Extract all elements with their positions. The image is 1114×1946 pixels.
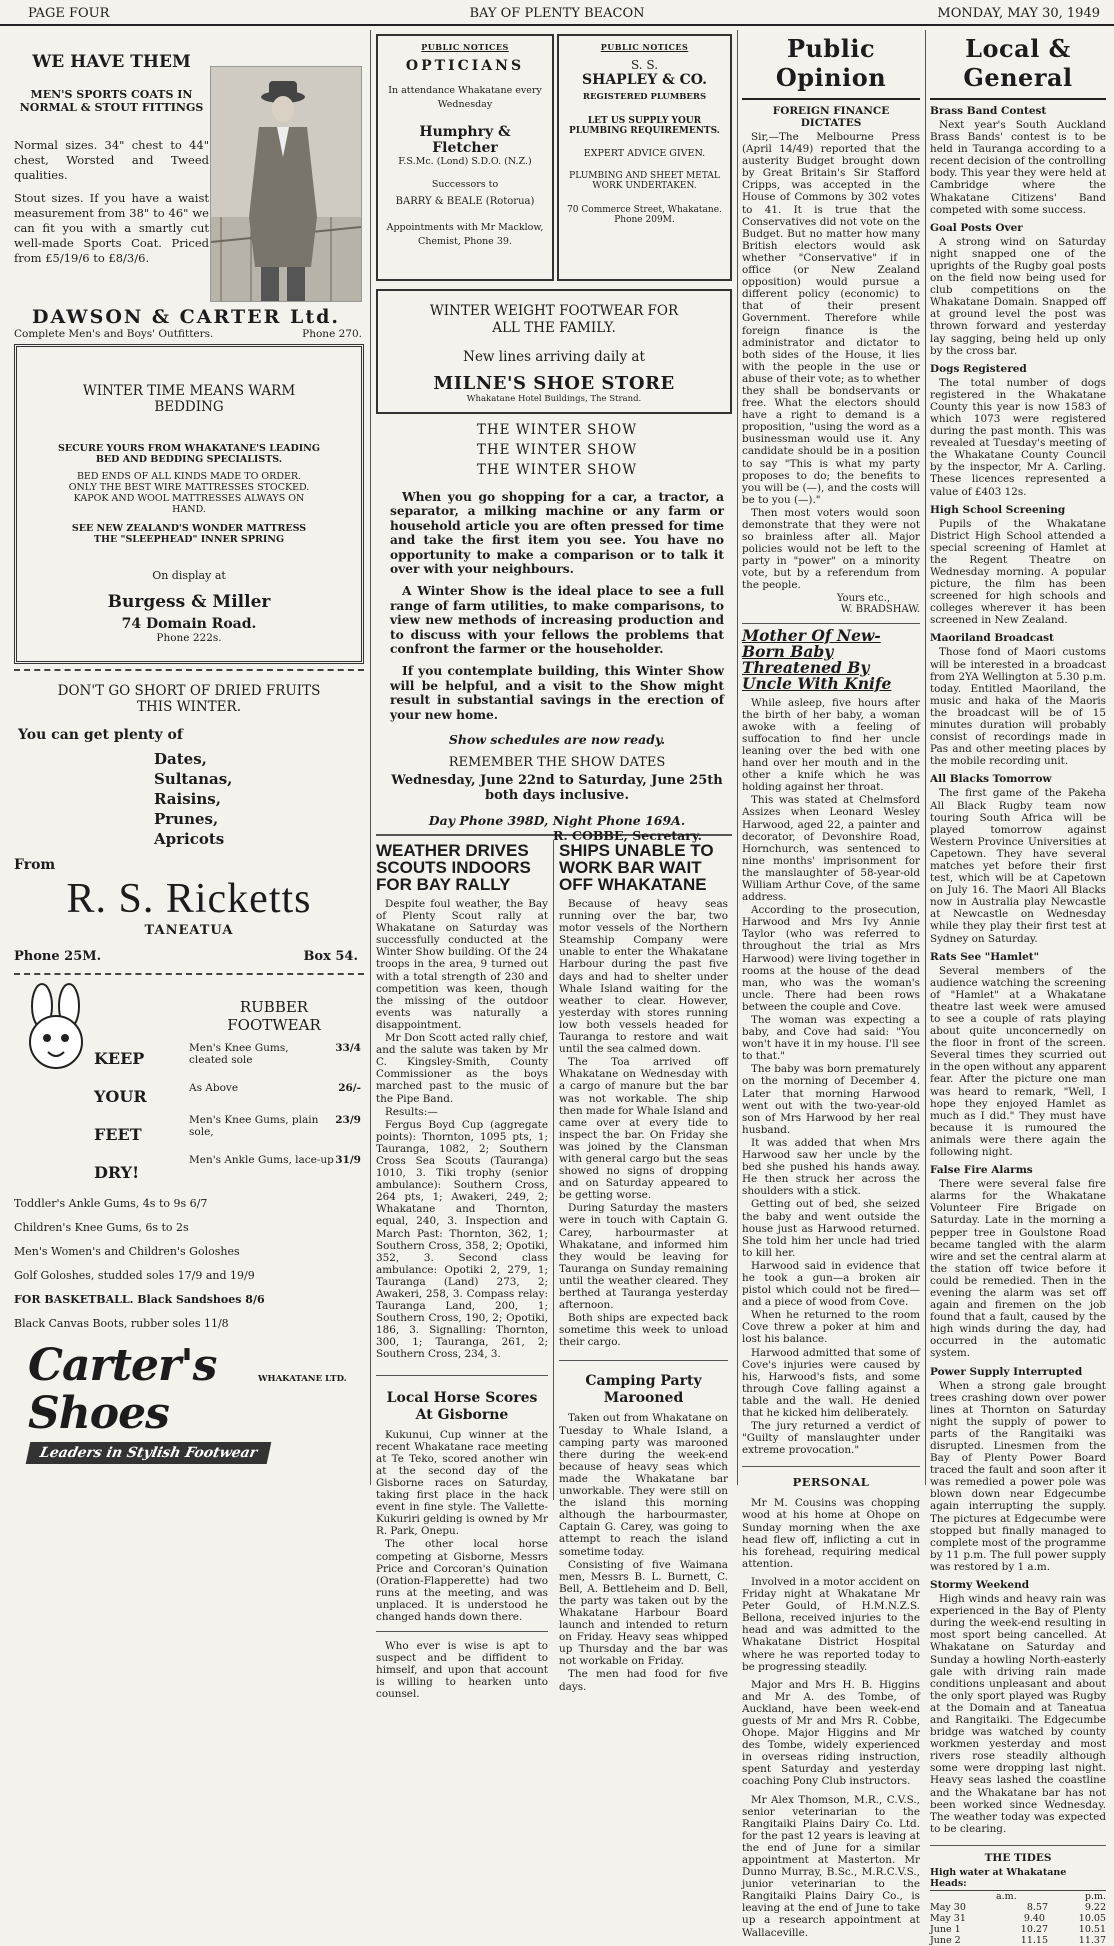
divider <box>742 623 920 624</box>
ad-paragraph: When you go shopping for a car, a tractor, a separator, a milking machine or any farm or household article you are often pressed for time and take the first item you see. You have no opportunity to make a comparison or to talk it over with your neighbours. <box>390 490 724 577</box>
local-item <box>930 1366 1106 1574</box>
section-title: Public Opinion <box>742 30 920 100</box>
divider <box>376 1375 548 1376</box>
list-item: FOR BASKETBALL. Black Sandshoes 8/6 <box>14 1293 265 1306</box>
ad-text: Stout sizes. If you have a waist measurement from 38" to 46" we can fit you with a smartly cut well-made Sports Coat. Priced from £5/19/6 to £8/3/6. <box>14 191 209 265</box>
column-rule <box>370 30 371 1485</box>
paragraph: Fergus Boyd Cup (aggregate points): Thornton, 1095 pts, 1; Tauranga, 1082, 2; Southern Cross Sea Scouts (Tauranga) 1010, 3. Tiki trophy (senior ambulance): Southern Cross, 264 pts, 1; Awakeri, 249, 2; Whakatane and Thornton, equal, 240, 3. Inspection and March Past: Thornton, 362, 1; Southern Cross, 358, 2; Opotiki, 352, 3. Second class ambulance: Opotiki 2, 279, 1; Tauranga (Land) 273, 2; Awakeri, 258, 3. Compass relay: Tauranga Land, 200, 1; Southern Cross, 190, 2; Opotiki, 186, 3. Signalling: Thornton, 300, 1; Tauranga, 261, 2; Southern Cross, 234, 3. <box>376 1118 548 1361</box>
table-row <box>930 1935 1106 1946</box>
price-row <box>189 1082 361 1114</box>
ad-heading: WINTER WEIGHT FOOTWEAR FOR ALL THE FAMILY. <box>429 303 679 336</box>
paragraph: There were several false fire alarms for the Whakatane Volunteer Fire Brigade on Saturday. Late in the morning a pepper tree in Goulstone Road became tangled with the alarm wire and set the central alarm at the station off twice before it could be remedied. Then in the evening the alarm was set off again and firemen on the job found that a fault, caused by the high winds during the day, had occurred in the automatic system. <box>930 1178 1106 1360</box>
ad-text: HAND. <box>172 504 206 515</box>
price-row <box>189 1154 361 1184</box>
ad-text: New lines arriving daily at <box>463 349 645 365</box>
page-number: PAGE FOUR <box>28 6 110 21</box>
local-item <box>930 222 1106 357</box>
paragraph: Despite foul weather, the Bay of Plenty Scout rally at Whakatane on Saturday was successfully conducted at the Winter Show building. Of the 24 troops in the area, 9 turned out with a total strength of 230 and competition was keen, though the missing of the outdoor events was naturally a disappointment. <box>376 898 548 1031</box>
ad-heading-line: RUBBER <box>239 998 309 1016</box>
cell-am: 9.40 <box>1023 1912 1045 1924</box>
headline: WEATHER DRIVES SCOUTS INDOORS FOR BAY RALLY <box>376 841 531 894</box>
logo-text: Carter's Shoes <box>28 1340 217 1439</box>
ad-text: You can get plenty of <box>18 727 183 743</box>
ad-heading-line: FOOTWEAR <box>227 1016 321 1034</box>
ad-text: BED AND BEDDING SPECIALISTS. <box>95 454 283 465</box>
notice-text: S. S. <box>630 58 659 72</box>
divider <box>559 1360 728 1361</box>
notice-title: OPTICIANS <box>405 58 525 74</box>
cell-pm: 9.22 <box>1084 1901 1106 1913</box>
tides-subtitle: High water at Whakatane Heads: <box>930 1867 1106 1891</box>
paragraph: Sir,—The Melbourne Press (April 14/49) reported that the austerity Budget brought down by Great Britain's Sir Stafford Cripps, was accepted in the House of Commons by 302 votes to 41. It is true that the Conservatives did not vote on the Budget. But no matter how many British electors would ask whether "Conservative" if in office (or New Zealand opposition) would pursue a different policy (economic) to that of their present Government. Therefore while foreign finance is the administrator and dictator to both sides of the House, it lies with the people in the use or abuse of their vote; as to whether they shall be bondservants or free. What the electors should have a right to demand is a proposition, "using the word as a businessman would use it. Any candidate should be in a position to say "This is what my party proposes to do; the benefits to you will be (—), and the costs will be to you (—)." <box>742 131 920 506</box>
headline: SHIPS UNABLE TO WORK BAR WAIT OFF WHAKATANE <box>559 841 714 894</box>
paragraph: Consisting of five Waimana men, Messrs B. L. Burnett, C. Bell, A. Bettleheim and D. Bell, the party was taken out by the Whakatane Harbour Board launch and intended to return on Friday. Heavy seas whipped up Thursday and the bar was not workable on Friday. <box>559 1558 728 1668</box>
firm-address: 74 Domain Road. <box>121 616 257 632</box>
firm-tagline: Complete Men's and Boys' Outfitters. <box>14 328 214 340</box>
table-row <box>930 1913 1106 1924</box>
divider <box>930 1845 1106 1846</box>
dawson-carter-ad <box>14 30 364 340</box>
paragraph: This was stated at Chelmsford Assizes when Leonard Wesley Harwood, aged 22, a painter and decorator, of Devonshire Road, Hornchurch, was sentenced to nine months' imprisonment for the manslaughter of 58-year-old William Arthur Cove, of the same address. <box>742 794 920 904</box>
subheading: False Fire Alarms <box>930 1164 1033 1177</box>
ad-signature: R. COBBE, Secretary. <box>552 828 702 844</box>
firm-address: Whakatane Hotel Buildings, The Strand. <box>466 394 642 404</box>
cell-am: 11.15 <box>1020 1934 1048 1946</box>
column-rule <box>737 30 738 1485</box>
ad-heading: THE WINTER SHOW <box>476 422 638 438</box>
cell-am: 10.27 <box>1020 1923 1048 1935</box>
item-price: 23/9 <box>335 1114 361 1126</box>
firm-name: Burgess & Miller <box>107 592 271 612</box>
paragraph: Then most voters would soon demonstrate that they were not so brainless after all. Major policies would not be left to the party in "power" on a minority vote, but by a referendum from the people. <box>742 506 920 592</box>
paragraph: Results:— <box>385 1105 438 1118</box>
firm-phone: Phone 270. <box>302 328 362 340</box>
tides-title: THE TIDES <box>984 1851 1052 1864</box>
local-item <box>930 632 1106 767</box>
cell-date: May 30 <box>930 1901 966 1913</box>
subheading: Goal Posts Over <box>930 221 1023 234</box>
subheading: All Blacks Tomorrow <box>930 773 1052 786</box>
notices-row <box>376 30 732 285</box>
firm-town: TANEATUA <box>144 923 234 938</box>
item-desc: Men's Knee Gums, cleated sole <box>189 1042 289 1066</box>
headline: Local Horse Scores At Gisborne <box>386 1389 538 1423</box>
ad-text: Normal sizes. 34" chest to 44" chest, Worsted and Tweed qualities. <box>14 138 209 182</box>
item-price: 33/4 <box>335 1042 361 1054</box>
list-item: Sultanas, <box>154 770 233 788</box>
item-desc: As Above <box>189 1082 239 1094</box>
col-header: p.m. <box>1084 1890 1106 1902</box>
ad-phone: Day Phone 398D, Night Phone 169A. <box>428 813 686 829</box>
issue-date: MONDAY, MAY 30, 1949 <box>937 6 1100 21</box>
carters-shoes-ad <box>14 980 364 1461</box>
firm-name: R. S. Ricketts <box>66 876 312 922</box>
cell-date: June 2 <box>930 1934 961 1946</box>
section-title: Local & General <box>930 30 1106 100</box>
firm-name: SHAPLEY & CO. <box>581 72 707 88</box>
subheading: Maoriland Broadcast <box>930 632 1054 645</box>
paragraph: When a strong gale brought trees crashing down over power lines at Thornton on Saturday night the supply of power to parts of the Rangitaiki was disrupted. Linesmen from the Bay of Plenty Power Board traced the fault and soon after it was remedied a power pole was blown down near Edgecumbe again interrupting the supply. The pictures at Edgecumbe were stopped but finally managed to complete most of the programme by 11 p.m. The full power supply was restored by 1 a.m. <box>930 1379 1106 1573</box>
subheading: Power Supply Interrupted <box>930 1365 1083 1378</box>
item-desc: Men's Knee Gums, plain sole, <box>189 1114 319 1138</box>
ad-text: KAPOK AND WOOL MATTRESSES ALWAYS ON <box>73 493 305 504</box>
ad-heading: WINTER TIME MEANS WARM <box>82 383 296 399</box>
cell-date: May 31 <box>930 1912 966 1924</box>
masthead <box>0 0 1114 26</box>
price-list <box>189 1042 361 1184</box>
paragraph: While asleep, five hours after the birth of her baby, a woman awoke with a feeling of suffocation to find her uncle leaning over the bed with one hand over her mouth and in the other a knife which he was holding against her throat. <box>742 696 920 794</box>
subheading: Stormy Weekend <box>930 1579 1030 1592</box>
firm-name: DAWSON & CARTER Ltd. <box>32 306 341 328</box>
carters-logo <box>28 1340 358 1461</box>
paragraph: Taken out from Whakatane on Tuesday to Whale Island, a camping party was marooned there during the week-end because of heavy seas which made the Whakatane bar unworkable. They were still on the island this morning although the harbourmaster, Captain G. Carey, was going to attempt to reach the island sometime today. <box>559 1412 728 1558</box>
column-left <box>14 30 364 1461</box>
ad-text: On display at <box>152 569 226 582</box>
local-item <box>930 1164 1106 1359</box>
notice-text: 70 Commerce Street, Whakatane. <box>567 205 722 215</box>
table-row <box>930 1924 1106 1935</box>
paragraph: The first game of the Pakeha All Black Rugby team now touring South Africa will be played tomorrow against Western Province Universities at Capetown. They have several matches yet before their first test, which will be at Capetown on July 16. The Maori All Blacks now in Australia play Newcastle at Newcastle on Wednesday while they play their first test at Sydney on Saturday. <box>930 787 1106 945</box>
cell-pm: 11.37 <box>1078 1934 1106 1946</box>
notice-text: Appointments with Mr Macklow, Chemist, Phone 39. <box>386 222 544 247</box>
paragraph: When he returned to the room Cove threw a poker at him and lost his balance. <box>742 1309 920 1346</box>
list-item: Children's Knee Gums, 6s to 2s <box>14 1221 189 1234</box>
slogan-word: FEET <box>94 1125 142 1144</box>
burgess-miller-ad <box>14 344 364 664</box>
headline: Mother Of New-Born Baby Threatened By Uncle With Knife <box>742 625 892 693</box>
notice-text: In attendance Whakatane every Wednesday <box>388 85 542 110</box>
subheading: Rats See "Hamlet" <box>930 950 1040 963</box>
notice-text: EXPERT ADVICE GIVEN. <box>583 148 706 159</box>
ad-sub: NORMAL & STOUT FITTINGS <box>19 101 204 114</box>
column-middle <box>376 30 732 1701</box>
local-item <box>930 105 1106 216</box>
paragraph: Pupils of the Whakatane District High School attended a special screening of Hamlet at the Regent Theatre on Wednesday morning. A popular picture, the film has been screened for high schools and colleges wherever it has been screened in New Zealand. <box>930 517 1106 627</box>
subheading: FOREIGN FINANCE DICTATES <box>772 105 890 129</box>
notice-text: F.S.Mc. (Lond) S.D.O. (N.Z.) <box>398 156 532 167</box>
ad-text: SEE NEW ZEALAND'S WONDER MATTRESS <box>71 523 307 534</box>
ad-heading: THE WINTER SHOW <box>476 442 638 458</box>
ad-text: ONLY THE BEST WIRE MATTRESSES STOCKED. <box>68 482 310 493</box>
ad-text: SECURE YOURS FROM WHAKATANE'S LEADING <box>58 443 320 454</box>
local-item <box>930 363 1106 498</box>
notice-text: BARRY & BEALE (Rotorua) <box>395 196 535 207</box>
ricketts-ad <box>14 683 364 968</box>
notice-text: Phone 209M. <box>614 215 675 225</box>
ad-text: REMEMBER THE SHOW DATES <box>448 755 666 771</box>
paragraph: Several members of the audience watching the screening of "Hamlet" at a Whakatane theatre last week were amused to see a couple of rats playing about quite unconcernedly on the floor in front of the screen. Several times they scurried out in the open without any apparent fear. After the picture one man was heard to remark, "Well, I hope they enjoyed Hamlet as much as I did." They must have because it is rumoured the animals were there again the following night. <box>930 964 1106 1159</box>
extra-lines <box>14 1192 265 1336</box>
paragraph: According to the prosecution, Harwood and Mrs Ivy Annie Taylor (who was referred to throughout the trial as Mrs Harwood) were living together in rooms at the house of the dead man, who was the woman's uncle. There had been rows between the couple and Cove. <box>742 904 920 1013</box>
divider <box>376 1631 548 1632</box>
slogan-word: DRY! <box>94 1163 140 1182</box>
paragraph: Mr M. Cousins was chopping wood at his home at Ohope on Sunday morning when the axe head flew off, inflicting a cut in his forehead, requiring medical attention. <box>742 1497 920 1570</box>
local-item <box>930 773 1106 944</box>
ad-heading: DON'T GO SHORT OF DRIED FRUITS <box>57 683 321 699</box>
table-row <box>930 1902 1106 1913</box>
local-item <box>930 951 1106 1159</box>
cell-pm: 10.05 <box>1078 1912 1106 1924</box>
paragraph: Major and Mrs H. B. Higgins and Mr A. des Tombe, of Auckland, have been week-end guests of Mr and Mrs R. Cobbe, Ohope. Major Higgins and Mr des Tombe, widely experienced in overseas riding instruction, spent Saturday and yesterday coaching Pony Club instructors. <box>742 1678 920 1788</box>
paragraph: A strong wind on Saturday night snapped one of the uprights of the Rugby goal posts on the field now being used for club competitions on the Whakatane Domain. Snapped off at ground level the post was thrown forward and yesterday lay sagging, being held up only by the cross bar. <box>930 235 1106 357</box>
list-item: Golf Goloshes, studded soles 17/9 and 19/9 <box>14 1269 255 1282</box>
weather-scouts-story <box>376 840 554 1701</box>
firm-phone: Phone 222s. <box>156 632 222 644</box>
item-price: 26/- <box>338 1082 361 1094</box>
fruit-list <box>154 749 364 849</box>
price-row <box>189 1114 361 1154</box>
subheading: High School Screening <box>930 503 1066 516</box>
paragraph: Harwood admitted that some of Cove's injuries were caused by his, Harwood's fists, and some through Cove falling against a table and the wall. He denied that he kicked him deliberately. <box>742 1346 920 1419</box>
price-row <box>189 1042 361 1082</box>
show-dates: Wednesday, June 22nd to Saturday, June 25th both days inclusive. <box>391 773 723 804</box>
list-item: Dates, <box>154 750 207 768</box>
list-item: Apricots <box>154 830 225 848</box>
paragraph: Because of heavy seas running over the bar, two motor vessels of the Northern Steamship Company were unable to enter the Whakatane Harbour during the past five days and had to shelter under Whale Island waiting for the weather to clear. However, yesterday with stores running low both vessels headed for Tauranga to restore and wait until the sea calmed down. <box>559 898 728 1056</box>
ships-story <box>554 840 729 1693</box>
paragraph: The baby was born prematurely on the morning of December 4. Later that morning Harwood went out with the two-year-old son of Mrs Harwood by her real husband. <box>742 1063 920 1136</box>
paragraph: Who ever is wise is apt to suspect and be diffident to himself, and upon that account is willing to hearken unto counsel. <box>376 1640 548 1701</box>
ad-paragraph: A Winter Show is the ideal place to see a full range of farm utilities, to make comparisons, to view new methods of increasing production and to discuss with your fellows the problems that confront the farmer or the householder. <box>390 584 724 657</box>
ad-sub: MEN'S SPORTS COATS IN <box>30 88 193 101</box>
paragraph: The Toa arrived off Whakatane on Wednesday with a cargo of manure but the bar was not workable. The ship then made for Whale Island and came over at every tide to inspect the bar. On Friday she was joined by the Clansman with general cargo but the seas showed no signs of dropping and on Saturday appeared to be getting worse. <box>559 1056 729 1202</box>
ad-paragraph: If you contemplate building, this Winter Show will be helpful, and a visit to the Show might result in substantial savings in the erection of your new home. <box>390 664 724 722</box>
paragraph: Involved in a motor accident on Friday night at Whakatane Mr Peter Gould, of H.M.N.Z.S. Bellona, received injuries to the head and was admitted to the Whakatane District Hospital where he was reported today to be progressing steadily. <box>742 1575 920 1673</box>
paragraph: Getting out of bed, she seized the baby and went outside the house just as Harwood returned. She told him her uncle had tried to kill her. <box>742 1198 920 1259</box>
list-item: Prunes, <box>154 810 219 828</box>
list-item: Men's Women's and Children's Goloshes <box>14 1245 240 1258</box>
paragraph: The woman was expecting a baby, and Cove had said: "You won't have it in my house. I'll see to that." <box>742 1014 920 1063</box>
firm-name: MILNE'S SHOE STORE <box>433 373 675 394</box>
paragraph: Mr Alex Thomson, M.R., C.V.S., senior veterinarian to the Rangitaiki Plains Dairy Co. Ltd. for the past 12 years is leaving at the end of June for a similar appointment at Masterton. Mr Dunno Murray, B.Sc., M.R.C.V.S., junior veterinarian to the Rangitaiki Plains Dairy Co., is leaving at the end of June to take up a research appointment at Wallaceville. <box>742 1793 920 1939</box>
subheading: Dogs Registered <box>930 362 1027 375</box>
tides-header <box>930 1891 1106 1902</box>
paragraph: The jury returned a verdict of "Guilty of manslaughter under extreme provocation." <box>742 1420 920 1457</box>
item-desc: Men's Ankle Gums, lace-up <box>189 1154 334 1166</box>
item-price: 31/9 <box>335 1154 361 1166</box>
notice-text: Successors to <box>431 179 499 190</box>
paragraph: During Saturday the masters were in touch with Captain G. Carey, harbourmaster at Whakatane, and informed him they would be leaving for Tauranga on Sunday remaining until the weather cleared. They berthed at Tauranga yesterday afternoon. <box>559 1202 728 1312</box>
paragraph: The men had food for five days. <box>559 1668 728 1693</box>
logo-sub: WHAKATANE LTD. <box>258 1374 347 1384</box>
ad-text: BED ENDS OF ALL KINDS MADE TO ORDER. <box>76 471 302 482</box>
ad-heading <box>194 998 354 1034</box>
paragraph: Mr Don Scott acted rally chief, and the salute was taken by Mr C. Kingsley-Smith, County Commissioner as the boys marched past to the music of the Pipe Band. <box>376 1032 548 1105</box>
ad-text: Show schedules are now ready. <box>448 732 666 748</box>
man-in-coat-illustration <box>210 66 362 302</box>
paragraph: Those fond of Maori customs will be interested in a broadcast from 2YA Wellington at 5.30 p.m. today. Entitled Maoriland, the music and haka of the Maoris the broadcast will be of 15 minutes duration will probably consist of recordings made in Pas and other meeting places by the mobile recording unit. <box>930 646 1106 768</box>
paragraph: High winds and heavy rain was experienced in the Bay of Plenty during the week-end resulting in most sport being cancelled. At Whakatane on Saturday and Sunday a howling North-easterly gale with driving rain made conditions unpleasant and about the only sport played was Rugby at the Domain and at Taneatua and Rangitaiki. The Edgecumbe bridge was watched by county workmen yesterday and most rivers rose steadily although some were dropping last night. Heavy seas lashed the coastline and the Whakatane bar has not been worked since Wednesday. The weather today was expected to be clearing. <box>930 1593 1106 1835</box>
section-title: PERSONAL <box>792 1475 870 1490</box>
paragraph: It was added that when Mrs Harwood saw her uncle by the bed she pushed his hands away. He then struck her across the shoulders with a stick. <box>742 1136 920 1198</box>
news-row <box>376 840 732 1701</box>
list-item: Toddler's Ankle Gums, 4s to 9s 6/7 <box>14 1197 208 1210</box>
firm-name: Humphry & Fletcher <box>419 124 511 156</box>
slogan-word: KEEP <box>94 1049 145 1068</box>
subheading: Brass Band Contest <box>930 105 1047 117</box>
paragraph: Next year's South Auckland Brass Bands' contest is to be held in Tauranga according to a recent decision of the controlling body. This year they were held at Cambridge where the Whakatane Citizens' Band competed with some success. <box>930 119 1106 216</box>
shapley-notice <box>557 34 732 281</box>
notice-text: LET US SUPPLY YOUR PLUMBING REQUIREMENTS. <box>569 116 720 136</box>
divider <box>742 1466 920 1467</box>
ad-heading: WE HAVE THEM <box>32 52 191 72</box>
paragraph: The other local horse competing at Gisborne, Messrs Price and Corcoran's Quination (Oration-Flapperette) had two runs at the meeting, and was unplaced. It is understood he changed hands down there. <box>376 1538 548 1623</box>
column-local <box>930 30 1106 1946</box>
tides-table <box>930 1852 1106 1946</box>
cell-date: June 1 <box>930 1923 961 1935</box>
firm-box: Box 54. <box>303 949 358 964</box>
divider <box>14 973 364 975</box>
slogan-word: YOUR <box>94 1087 147 1106</box>
notice-text: REGISTERED PLUMBERS <box>582 92 707 102</box>
notice-text: PLUMBING AND SHEET METAL WORK UNDERTAKEN. <box>569 171 720 191</box>
logo-slogan: Leaders in Stylish Footwear <box>26 1442 272 1464</box>
divider <box>14 669 364 671</box>
ad-heading: THIS WINTER. <box>137 699 241 715</box>
signoff: W. BRADSHAW. <box>840 603 920 615</box>
winter-show-ad <box>376 418 732 844</box>
ad-heading: BEDDING <box>154 399 224 415</box>
milnes-ad <box>376 289 732 414</box>
paragraph: Harwood said in evidence that he took a gun—a broken air pistol which could not be fired—and a piece of wood from Cove. <box>742 1259 920 1309</box>
paper-title: BAY OF PLENTY BEACON <box>469 6 645 21</box>
col-header: a.m. <box>996 1890 1017 1902</box>
paragraph: Kukunui, Cup winner at the recent Whakatane race meeting at Te Teko, scored another win at the second day of the Gisborne races on Saturday, taking first place in the hack event in fine style. The Vallette-Kukuriri gelding is owned by Mr R. Park, Onepu. <box>376 1428 548 1538</box>
local-item <box>930 1579 1106 1835</box>
ad-text: From <box>14 857 56 873</box>
list-item: Black Canvas Boots, rubber soles 11/8 <box>14 1317 229 1330</box>
list-item: Raisins, <box>154 790 221 808</box>
headline: Camping Party Marooned <box>585 1373 702 1407</box>
paragraph: Both ships are expected back sometime this week to unload their cargo. <box>559 1312 728 1349</box>
ad-text: THE "SLEEPHEAD" INNER SPRING <box>93 534 285 545</box>
signoff: Yours etc., <box>836 592 890 604</box>
notice-label: PUBLIC NOTICES <box>421 42 509 52</box>
column-opinion <box>742 30 920 1939</box>
notice-label: PUBLIC NOTICES <box>600 42 689 52</box>
keep-dry-slogan <box>94 1040 147 1192</box>
column-rule <box>925 30 926 1485</box>
rabbit-mascot-illustration <box>14 984 99 1079</box>
ad-heading: THE WINTER SHOW <box>476 462 638 478</box>
cell-am: 8.57 <box>1026 1901 1048 1913</box>
cell-pm: 10.51 <box>1078 1923 1106 1935</box>
local-item <box>930 504 1106 627</box>
opticians-notice <box>376 34 554 281</box>
firm-phone: Phone 25M. <box>14 949 102 964</box>
paragraph: The total number of dogs registered in the Whakatane County this year is now 1583 of which 1073 were registered during the past month. This was revealed at Tuesday's meeting of the Whakatane County Council by the inspector, Mr A. Carling. These licences represented a value of £403 12s. <box>930 376 1106 498</box>
